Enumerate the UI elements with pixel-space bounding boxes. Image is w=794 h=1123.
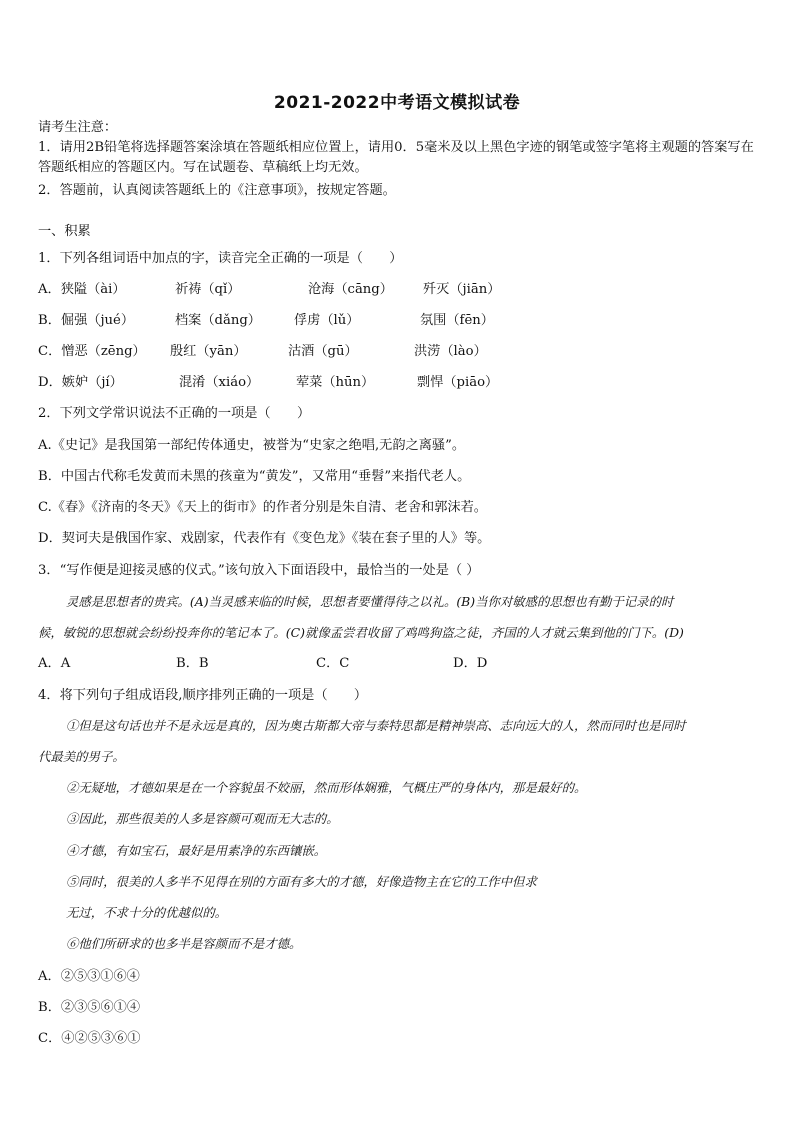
question-4-sentence-6: ⑥他们所研求的也多半是容颜而不是才德。 [66,936,302,951]
question-2-option-b[interactable]: B．中国古代称毛发黄而未黑的孩童为“黄发”，又常用“垂髫”来指代老人。 [38,469,471,484]
option-c-word-2: 殷红（yān） [170,344,247,359]
question-3-passage-line-2: 候，敏锐的思想就会纷纷投奔你的笔记本了。(C)就像孟尝君收留了鸡鸣狗盗之徒，齐国的人才就云集到他的门下。(D) [38,625,684,640]
question-4-sentence-2: ②无疑地，才德如果是在一个容貌虽不姣丽，然而形体娴雅，气概庄严的身体内，那是最好的。 [66,780,587,795]
question-1-stem: 1．下列各组词语中加点的字，读音完全正确的一项是（ ） [38,251,403,266]
question-3-option-d[interactable]: D．D [453,656,488,671]
question-2-option-a[interactable]: A.《史记》是我国第一部纪传体通史，被誉为“史家之绝唱,无韵之离骚”。 [38,438,466,453]
question-4-sentence-1a: ①但是这句话也并不是永远是真的，因为奥古斯都大帝与泰特思都是精神崇高、志向远大的人，然而同时也是同时 [66,718,686,733]
option-a-word-2: 祈祷（qǐ） [175,282,241,297]
option-d-word-3: 荤菜（hūn） [296,375,375,390]
question-4-sentence-3: ③因此，那些很美的人多是容颜可观而无大志的。 [66,811,339,826]
question-3-option-a[interactable]: A．A [38,656,71,671]
question-4-sentence-1b: 代最美的男子。 [38,749,125,764]
question-3-passage-line-1: 灵感是思想者的贵宾。(A)当灵感来临的时候，思想者要懂得待之以礼。(B)当你对敏感的思想也有勤于记录的时 [66,594,674,609]
option-b-word-2: 档案（dǎng） [175,313,261,328]
notice-item-2: 2．答题前，认真阅读答题纸上的《注意事项》，按规定答题。 [38,183,396,198]
question-2-option-d[interactable]: D．契诃夫是俄国作家、戏剧家，代表作有《变色龙》《装在套子里的人》等。 [38,531,491,546]
option-a-word-3: 沧海（cāng） [308,282,393,297]
notice-item-1: 1．请用2B铅笔将选择题答案涂填在答题纸相应位置上，请用0．5毫米及以上黑色字迹的钢笔或签字笔将主观题的答案写在答题纸相应的答题区内。写在试题卷、草稿纸上均无效。 [38,140,754,175]
question-2-stem: 2．下列文学常识说法不正确的一项是（ ） [38,406,311,421]
question-4-option-b[interactable]: B．②③⑤⑥①④ [38,1000,141,1015]
page-title: 2021-2022中考语文模拟试卷 [273,93,521,113]
question-2-option-c[interactable]: C.《春》《济南的冬天》《天上的街市》的作者分别是朱自清、老舍和郭沫若。 [38,500,487,515]
option-d-word-1: D．嫉妒（jí） [38,375,123,390]
option-d-word-4: 剽悍（piāo） [417,375,499,390]
option-b-word-3: 俘虏（lǔ） [294,313,360,328]
question-3-option-c[interactable]: C．C [316,656,350,671]
option-a-word-1: A．狭隘（ài） [38,282,126,297]
question-4-option-a[interactable]: A．②⑤③①⑥④ [38,969,140,984]
option-c-word-3: 沽酒（gū） [288,344,358,359]
question-4-sentence-4: ④才德，有如宝石，最好是用素净的东西镶嵌。 [66,843,327,858]
question-3-stem: 3．“写作便是迎接灵感的仪式。”该句放入下面语段中，最恰当的一处是（ ） [38,563,480,578]
option-c-word-4: 洪涝（lào） [414,344,487,359]
option-b-word-4: 氛围（fēn） [420,313,494,328]
question-4-sentence-5a: ⑤同时，很美的人多半不见得在别的方面有多大的才德，好像造物主在它的工作中但求 [66,874,537,889]
option-b-word-1: B．倔强（jué） [38,313,135,328]
question-4-sentence-5b: 无过，不求十分的优越似的。 [66,905,228,920]
option-a-word-4: 歼灭（jiān） [423,282,501,297]
section-heading: 一、积累 [38,224,91,239]
option-d-word-2: 混淆（xiáo） [179,375,260,390]
question-3-option-b[interactable]: B．B [176,656,209,671]
option-c-word-1: C．憎恶（zēng） [38,344,146,359]
question-4-option-c[interactable]: C．④②⑤③⑥① [38,1031,141,1046]
notice-heading: 请考生注意： [38,120,118,135]
question-4-stem: 4．将下列句子组成语段,顺序排列正确的一项是（ ） [38,688,368,703]
